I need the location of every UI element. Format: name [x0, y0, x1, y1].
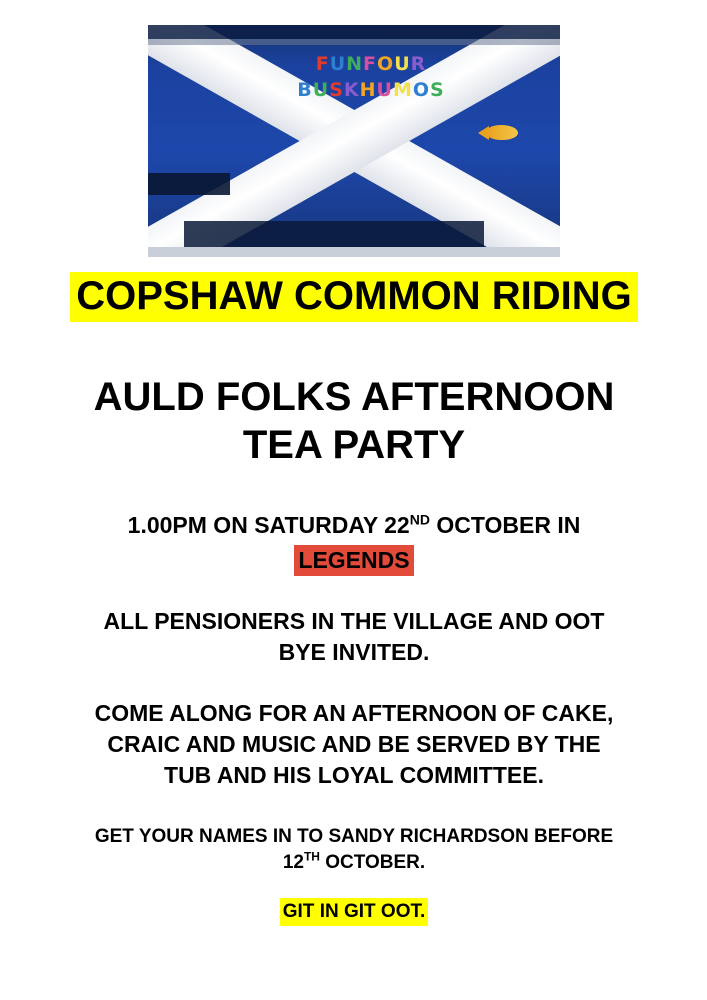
description-line-3: TUB AND HIS LOYAL COMMITTEE.	[164, 762, 544, 788]
rsvp-deadline-ordinal: TH	[303, 849, 320, 864]
event-datetime-prefix: 1.00PM ON SATURDAY 22	[127, 512, 410, 538]
headline-line-2: TEA PARTY	[242, 423, 466, 467]
photo-dark-block-left	[148, 173, 230, 195]
photo-top-band-secondary	[148, 39, 560, 45]
rsvp-paragraph	[40, 824, 668, 876]
footer-slogan	[40, 898, 668, 926]
saltire-flag-photo	[148, 25, 560, 257]
invitation-line-2: BYE INVITED.	[278, 639, 430, 665]
banner-lettering	[276, 51, 466, 103]
event-datetime	[40, 510, 668, 540]
event-date-ordinal: ND	[409, 511, 430, 528]
fish-icon	[478, 123, 522, 143]
invitation-paragraph	[40, 606, 668, 668]
rsvp-deadline-day: 12	[282, 852, 304, 873]
headline	[40, 373, 668, 469]
rsvp-line-1: GET YOUR NAMES IN TO SANDY RICHARDSON BEFORE	[94, 826, 614, 847]
event-venue	[40, 545, 668, 576]
description-line-2: CRAIC AND MUSIC AND BE SERVED BY THE	[107, 731, 601, 757]
event-title	[44, 272, 664, 322]
event-datetime-suffix: OCTOBER IN	[429, 512, 581, 538]
invitation-line-1: ALL PENSIONERS IN THE VILLAGE AND OOT	[103, 608, 605, 634]
banner-lettering-line1: FUNFOUR	[315, 53, 427, 75]
photo-bottom-strip	[148, 247, 560, 257]
event-venue-text: LEGENDS	[294, 545, 413, 576]
description-line-1: COME ALONG FOR AN AFTERNOON OF CAKE,	[94, 700, 614, 726]
description-paragraph	[40, 698, 668, 791]
rsvp-deadline-month: OCTOBER.	[319, 852, 426, 873]
rsvp-line-2	[40, 850, 668, 876]
footer-slogan-text: GIT IN GIT OOT.	[280, 898, 429, 926]
photo-top-band	[148, 25, 560, 39]
banner-lettering-line2: BUSKHUMOS	[297, 79, 445, 101]
event-title-text: COPSHAW COMMON RIDING	[70, 272, 638, 322]
headline-line-1: AULD FOLKS AFTERNOON	[93, 375, 615, 419]
